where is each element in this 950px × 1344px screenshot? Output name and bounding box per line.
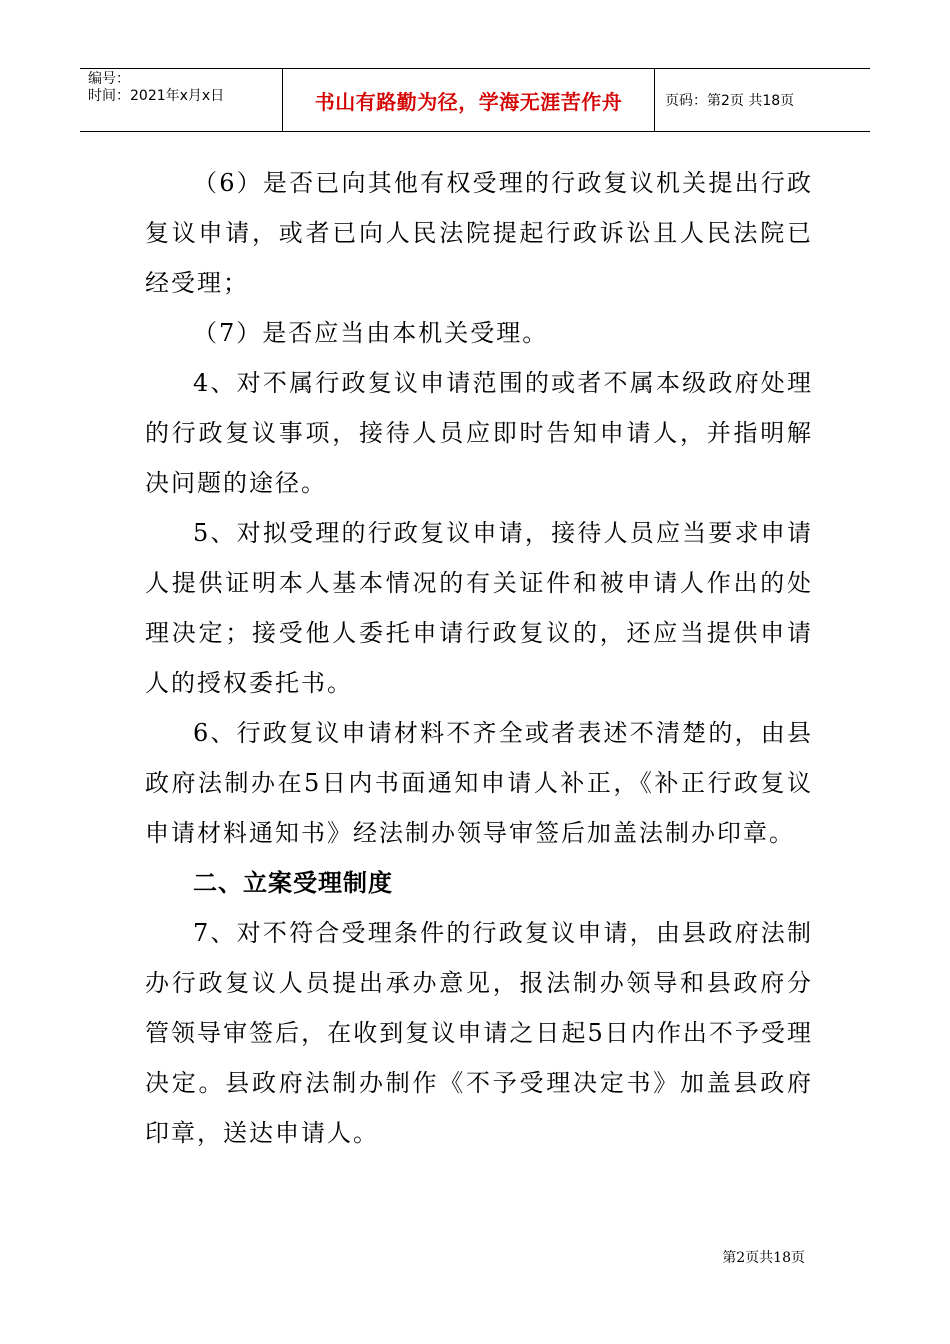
paragraph-clause-7: 7、对不符合受理条件的行政复议申请，由县政府法制办行政复议人员提出承办意见，报法制办领导和县政府分管领导审签后，在收到复议申请之日起5日内作出不予受理决定。县政府法制办制作《不予受理决定书》加盖县政府印章，送达申请人。 [145,919,813,1147]
header-meta [80,69,283,131]
document-number-label: 编号： [88,71,130,87]
document-date: 时间：2021年x月x日 [88,88,225,104]
page-header [80,68,870,132]
section-heading: 二、立案受理制度 [193,869,393,897]
document-body [145,158,813,1158]
paragraph-clause-5: 5、对拟受理的行政复议申请，接待人员应当要求申请人提供证明本人基本情况的有关证件和被申请人作出的处理决定；接受他人委托申请行政复议的，还应当提供申请人的授权委托书。 [145,519,813,697]
page-footer-number: 第2页共18页 [722,1250,805,1266]
paragraph-clause-6: 6、行政复议申请材料不齐全或者表述不清楚的，由县政府法制办在5日内书面通知申请人补正，《补正行政复议申请材料通知书》经法制办领导审签后加盖法制办印章。 [145,719,813,847]
paragraph-clause-4: 4、对不属行政复议申请范围的或者不属本级政府处理的行政复议事项，接待人员应即时告知申请人，并指明解决问题的途径。 [145,369,813,497]
paragraph-item-6: （6）是否已向其他有权受理的行政复议机关提出行政复议申请，或者已向人民法院提起行政诉讼且人民法院已经受理； [145,169,813,297]
header-motto: 书山有路勤为径，学海无涯苦作舟 [283,69,655,131]
header-page-info: 页码：第2页 共18页 [665,93,795,109]
paragraph-item-7: （7）是否应当由本机关受理。 [193,319,549,347]
